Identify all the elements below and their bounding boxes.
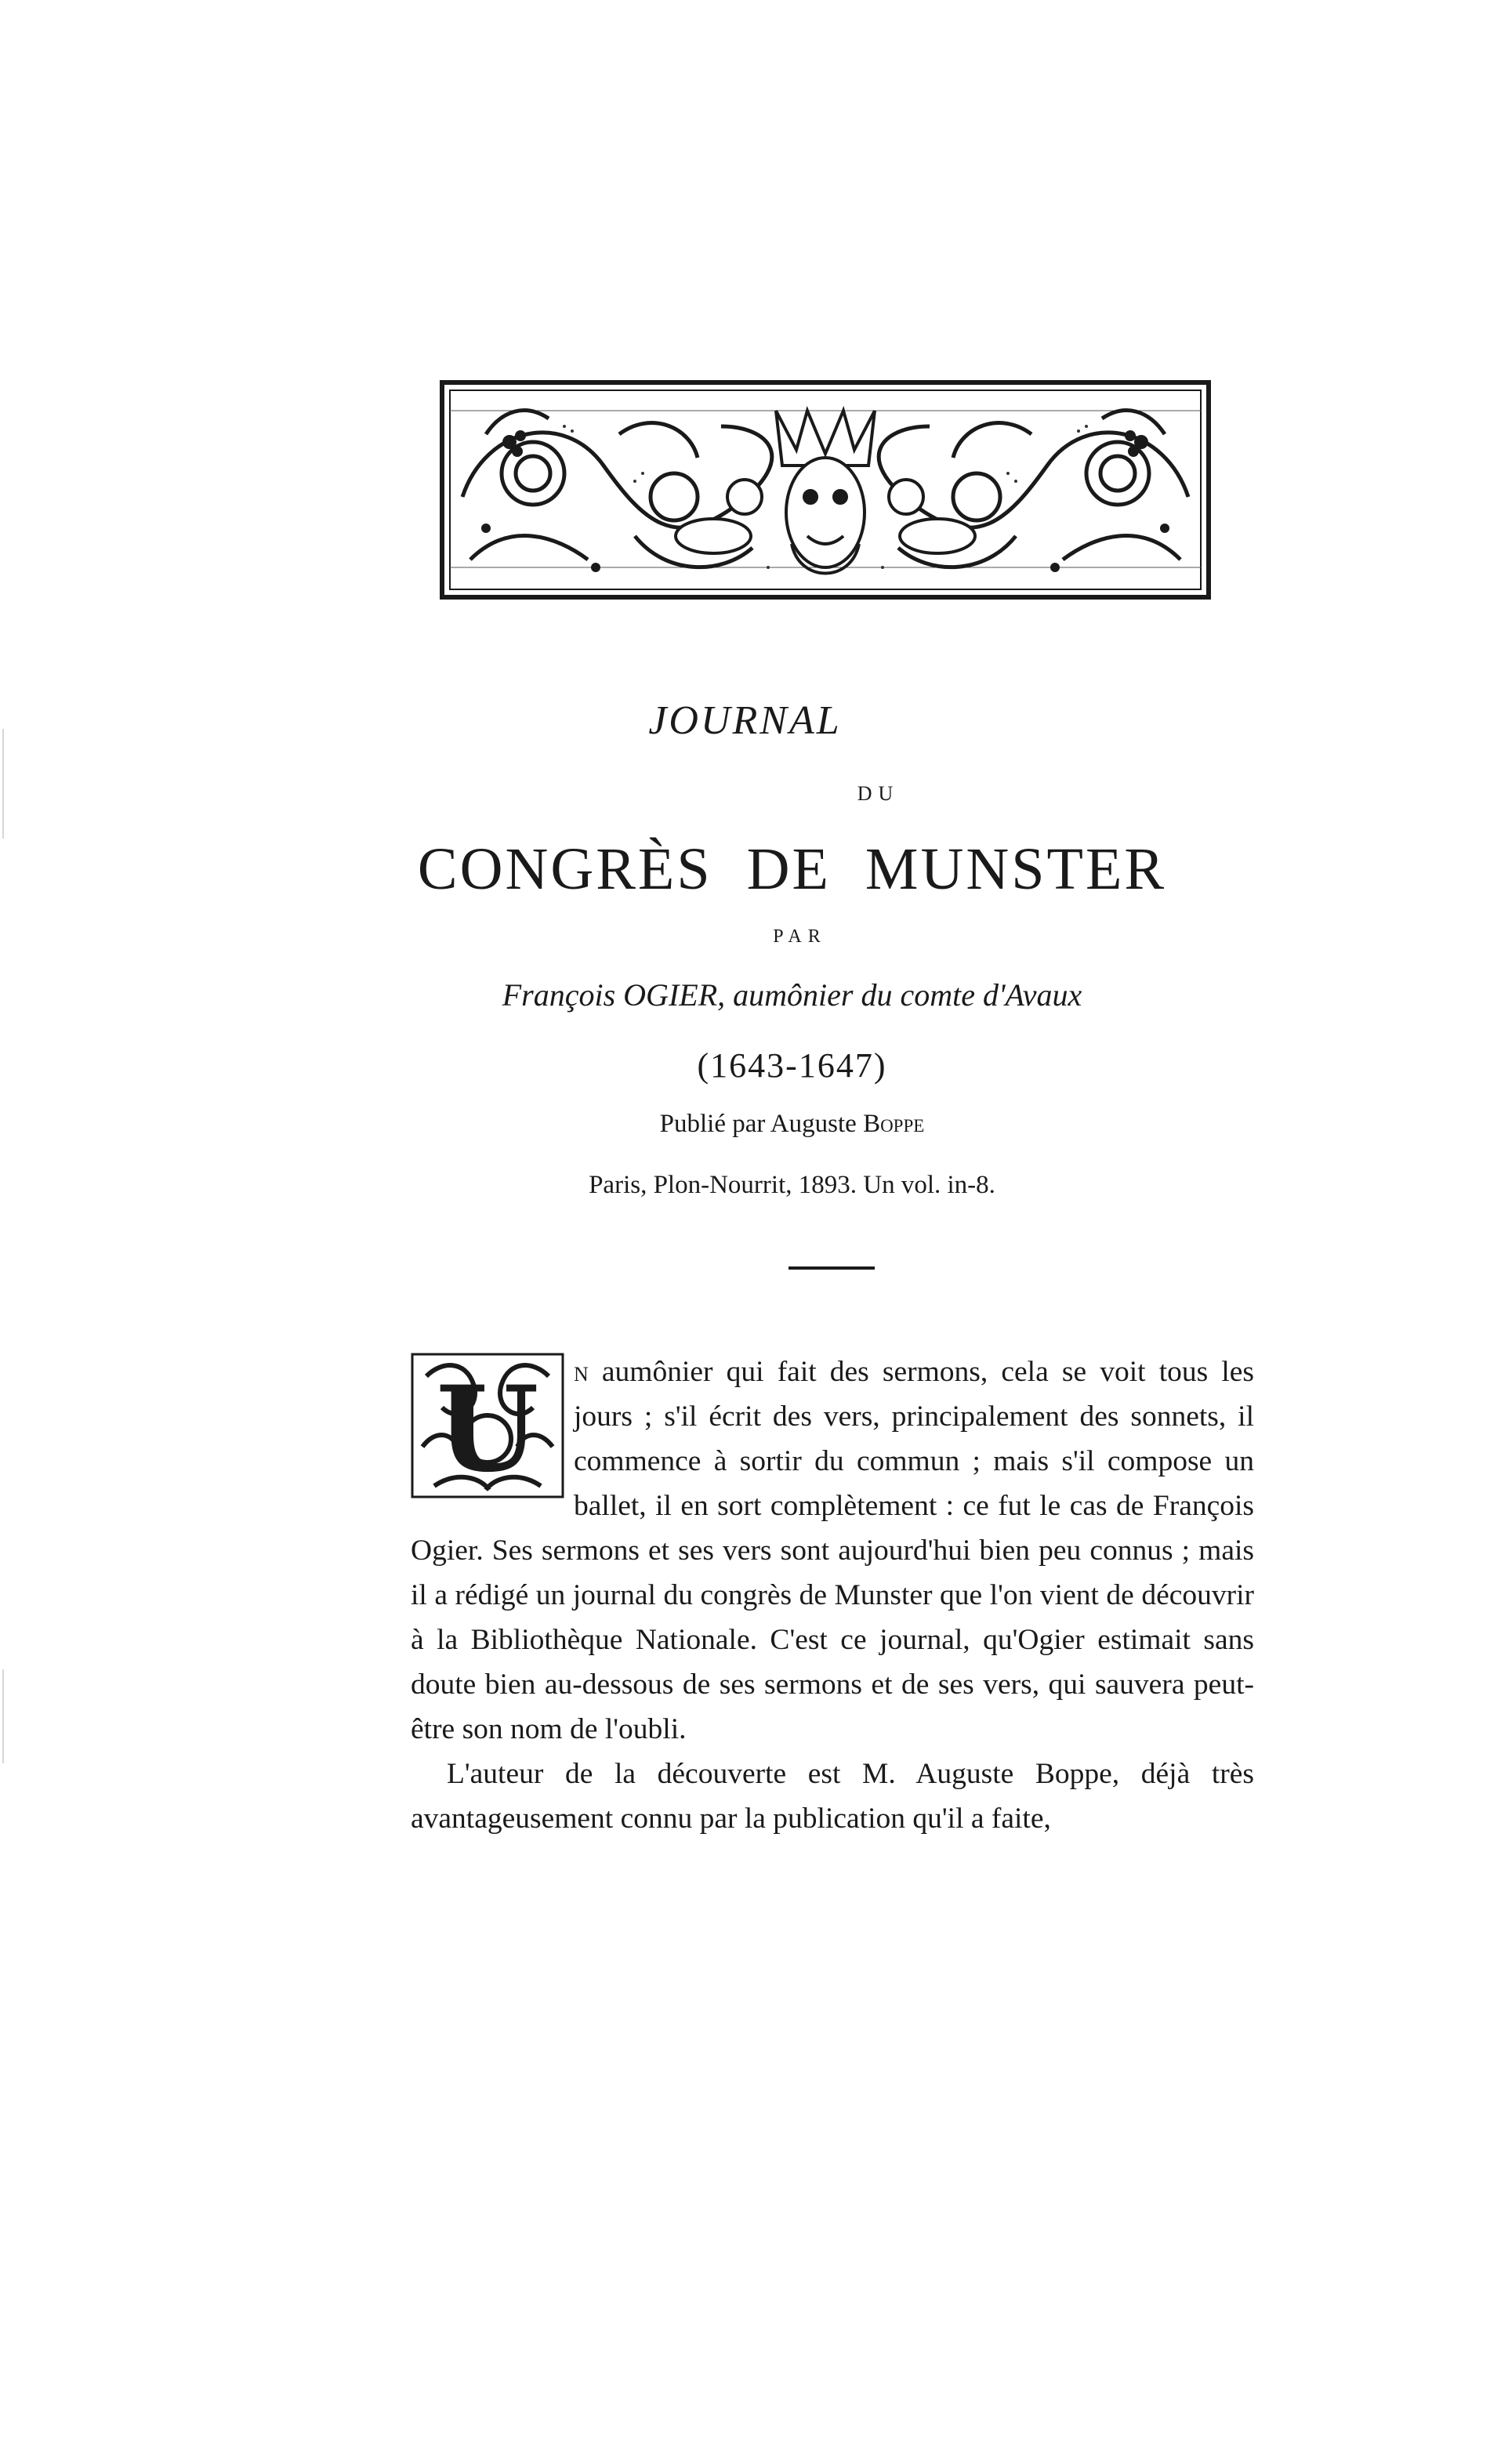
paragraph-1-text: aumônier qui fait des sermons, cela se voit tous les jours ; s'il écrit des vers, principalement des sonnets, il commence à sortir du commun ; mais s'il compose un ballet, il en sort complètement : ce fut le cas de François Ogier. Ses sermons et ses vers sont aujourd'hui bien peu connus ; mais il a rédigé un journal du congrès de Munster que l'on vient de découvrir à la Bibliothèque Nationale. C'est ce journal, qu'Ogier estimait sans doute bien au-dessous de ses sermons et de ses vers, qui sauvera peut-être son nom de l'oubli. — [411, 1356, 1254, 1745]
paragraph-2: L'auteur de la découverte est M. Auguste Boppe, déjà très avantageusement connu par la publication qu'il a faite, — [411, 1758, 1254, 1835]
author-line: François OGIER, aumônier du comte d'Avaux — [502, 977, 1082, 1013]
editor-name: Boppe — [863, 1110, 925, 1138]
first-word: n — [574, 1356, 589, 1388]
scan-edge-mark — [2, 1669, 4, 1763]
svg-text:U: U — [436, 1361, 539, 1498]
section-rule — [789, 1266, 875, 1270]
paragraph-1 — [411, 1350, 1254, 1752]
editor-prefix: Publié par Auguste — [659, 1110, 864, 1138]
title-du: DU — [857, 782, 900, 805]
title-journal: JOURNAL — [648, 698, 842, 743]
ornamental-headpiece-icon — [439, 379, 1212, 600]
publication-line: Paris, Plon-Nourrit, 1893. Un vol. in-8. — [589, 1171, 995, 1199]
editor-line — [0, 1110, 1490, 1139]
dates-line: (1643-1647) — [697, 1046, 887, 1085]
scan-edge-mark — [2, 729, 4, 839]
ornamental-initial-u-icon — [411, 1353, 564, 1498]
body-text — [411, 1350, 1254, 1841]
title-congres: CONGRÈS DE MUNSTER — [417, 836, 1167, 902]
title-par: PAR — [773, 926, 827, 947]
